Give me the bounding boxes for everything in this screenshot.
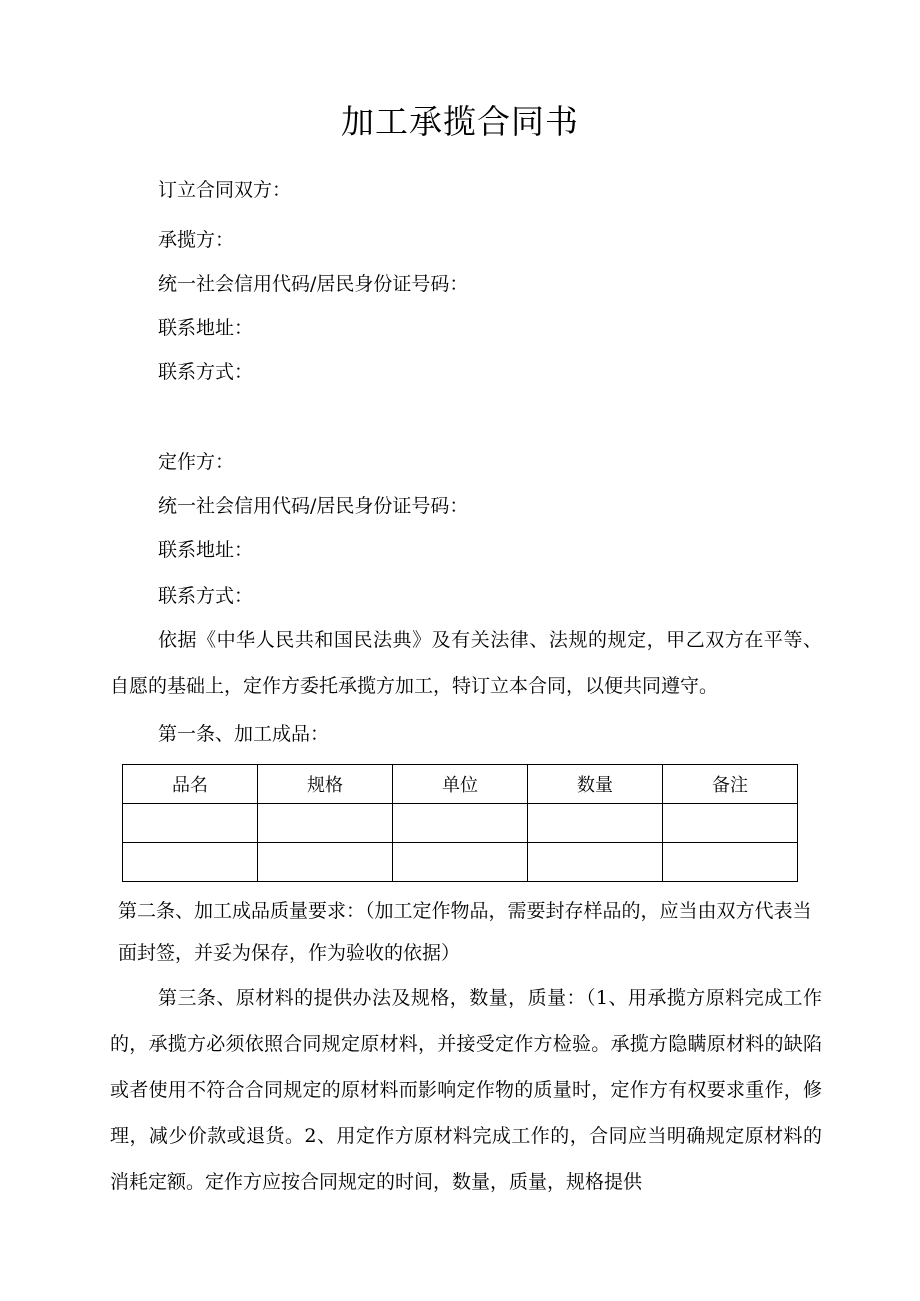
table-cell: [258, 804, 393, 843]
article3-paragraph: 第三条、原材料的提供办法及规格，数量，质量：（1、用承揽方原料完成工作的，承揽方必须依照合同规定原材料，并接受定作方检验。承揽方隐瞒原材料的缺陷或者使用不符合合同规定的原材料而影响定作物的质量时，定作方有权要求重作，修理，减少价款或退货。2、用定作方原材料完成工作的，合同应当明确规定原材料的消耗定额。定作方应按合同规定的时间，数量，质量，规格提供: [110, 987, 822, 1193]
table-header-cell: 单位: [393, 765, 528, 804]
client-label: 定作方：: [158, 451, 235, 473]
client-address: 联系地址：: [158, 539, 254, 561]
table-header-cell: 品名: [123, 765, 258, 804]
table-header-cell: 数量: [528, 765, 663, 804]
article2-paragraph: 第二条、加工成品质量要求：（加工定作物品，需要封存样品的，应当由双方代表当面封签，并妥为保存，作为验收的依据）: [118, 900, 812, 964]
contractor-contact: 联系方式：: [158, 361, 254, 383]
product-table: [122, 764, 798, 882]
client-credit-code: 统一社会信用代码/居民身份证号码：: [158, 495, 469, 517]
client-contact: 联系方式：: [158, 585, 254, 607]
table-cell: [528, 843, 663, 882]
table-cell: [393, 843, 528, 882]
table-cell: [258, 843, 393, 882]
contractor-credit-code: 统一社会信用代码/居民身份证号码：: [158, 273, 469, 295]
table-header-cell: 备注: [663, 765, 798, 804]
article1-heading: 第一条、加工成品：: [158, 723, 330, 745]
table-cell: [393, 804, 528, 843]
table-header-cell: 规格: [258, 765, 393, 804]
preamble-paragraph: 依据《中华人民共和国民法典》及有关法律、法规的规定，甲乙双方在平等、自愿的基础上，定作方委托承揽方加工，特订立本合同，以便共同遵守。: [110, 629, 822, 697]
contractor-label: 承揽方：: [158, 229, 235, 251]
parties-heading: 订立合同双方：: [158, 179, 292, 201]
contractor-address: 联系地址：: [158, 317, 254, 339]
table-row: [123, 804, 798, 843]
table-cell: [123, 804, 258, 843]
table-cell: [663, 843, 798, 882]
table-header-row: [123, 765, 798, 804]
table-cell: [663, 804, 798, 843]
page-title: 加工承揽合同书: [341, 102, 579, 141]
table-cell: [123, 843, 258, 882]
table-cell: [528, 804, 663, 843]
table-row: [123, 843, 798, 882]
